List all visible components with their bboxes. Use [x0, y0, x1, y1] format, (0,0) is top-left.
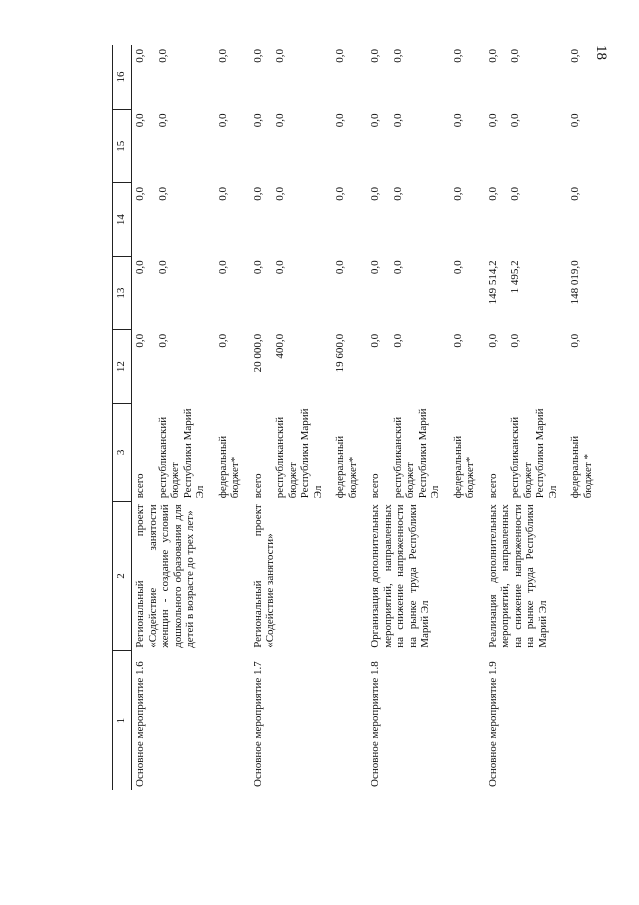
funding-source-cell: республиканский бюджет Республики Марий Эл [391, 408, 441, 499]
header-cell: 3 [113, 403, 132, 501]
event-description-cell: Реализация дополнительных мероприятий, направленных на снижение напряженности на рынке труда Республики Марий Эл [486, 504, 549, 648]
funding-source-cell: республиканский бюджет Республики Марий Эл [274, 408, 324, 499]
amount-cell-v13: 0,0 [369, 260, 381, 275]
amount-cell-v13: 0,0 [334, 260, 346, 275]
amount-cell-v15: 0,0 [451, 113, 464, 128]
funding-source-cell: всего [369, 473, 381, 499]
amount-cell-v14: 0,0 [334, 186, 346, 201]
funding-source-cell: всего [251, 473, 264, 499]
table-row [367, 45, 390, 790]
funding-source-cell: всего [486, 473, 499, 499]
amount-cell-v13: 0,0 [451, 260, 464, 275]
amount-cell-v12: 20 000,0 [251, 333, 264, 373]
amount-cell-v16: 0,0 [216, 49, 229, 63]
amount-cell-v16: 0,0 [156, 49, 169, 63]
amount-cell-v12: 0,0 [369, 333, 381, 348]
page-number: 18 [593, 45, 609, 60]
amount-cell-v16: 0,0 [569, 49, 581, 63]
amount-cell-v15: 0,0 [251, 113, 264, 128]
header-cell: 2 [113, 501, 132, 651]
amount-cell-v13: 1 495,2 [509, 260, 521, 294]
amount-cell-v16: 0,0 [334, 49, 346, 63]
header-cell: 15 [113, 109, 132, 182]
header-row [113, 45, 132, 790]
event-name-cell: Основное мероприятие 1.9 [486, 661, 499, 787]
amount-cell-v14: 0,0 [274, 186, 286, 201]
amount-cell-v16: 0,0 [134, 49, 146, 63]
amount-cell-v16: 0,0 [369, 49, 381, 63]
amount-cell-v14: 0,0 [451, 186, 464, 201]
amount-cell-v12: 0,0 [216, 333, 229, 348]
amount-cell-v14: 0,0 [509, 186, 521, 201]
amount-cell-v14: 0,0 [369, 186, 381, 201]
header-cell: 16 [113, 45, 132, 109]
header-cell: 12 [113, 330, 132, 403]
amount-cell-v13: 0,0 [156, 260, 169, 275]
amount-cell-v12: 0,0 [134, 333, 146, 348]
table-row [132, 45, 155, 790]
funding-source-cell: федеральный бюджет* [334, 435, 359, 499]
amount-cell-v13: 149 514,2 [486, 260, 499, 305]
event-description-cell: Организация дополнительных мероприятий, направленных на снижение напряженности на рынке труда Республики Марий Эл [369, 504, 431, 648]
amount-cell-v12: 0,0 [451, 333, 464, 348]
amount-cell-v15: 0,0 [369, 113, 381, 128]
amount-cell-v14: 0,0 [216, 186, 229, 201]
amount-cell-v13: 0,0 [251, 260, 264, 275]
amount-cell-v14: 0,0 [134, 186, 146, 201]
amount-cell-v12: 400,0 [274, 333, 286, 359]
amount-cell-v13: 148 019,0 [569, 260, 581, 305]
amount-cell-v15: 0,0 [509, 113, 521, 128]
amount-cell-v14: 0,0 [486, 186, 499, 201]
event-description-cell: Региональный проект «Содействие занятости женщин - создание условий дошкольного образования для детей в возрасте до трех лет» [134, 504, 196, 648]
amount-cell-v16: 0,0 [451, 49, 464, 63]
budget-table [112, 45, 602, 790]
funding-source-cell: всего [134, 473, 146, 499]
amount-cell-v15: 0,0 [486, 113, 499, 128]
amount-cell-v15: 0,0 [274, 113, 286, 128]
amount-cell-v13: 0,0 [134, 260, 146, 275]
amount-cell-v14: 0,0 [156, 186, 169, 201]
funding-source-cell: федеральный бюджет* [216, 435, 241, 499]
funding-source-cell: республиканский бюджет Республики Марий Эл [509, 408, 559, 499]
amount-cell-v15: 0,0 [134, 113, 146, 128]
table-row [250, 45, 273, 790]
amount-cell-v15: 0,0 [334, 113, 346, 128]
amount-cell-v15: 0,0 [391, 113, 404, 128]
amount-cell-v13: 0,0 [216, 260, 229, 275]
amount-cell-v12: 0,0 [509, 333, 521, 348]
funding-source-cell: республиканский бюджет Республики Марий Эл [156, 408, 206, 499]
amount-cell-v13: 0,0 [274, 260, 286, 275]
event-name-cell: Основное мероприятие 1.6 [134, 661, 146, 787]
amount-cell-v14: 0,0 [391, 186, 404, 201]
amount-cell-v16: 0,0 [391, 49, 404, 63]
header-cell: 1 [113, 651, 132, 790]
header-cell: 14 [113, 183, 132, 256]
amount-cell-v16: 0,0 [251, 49, 264, 63]
amount-cell-v16: 0,0 [486, 49, 499, 63]
amount-cell-v12: 0,0 [486, 333, 499, 348]
event-name-cell: Основное мероприятие 1.7 [251, 661, 264, 787]
amount-cell-v12: 0,0 [569, 333, 581, 348]
header-cell: 13 [113, 256, 132, 329]
amount-cell-v12: 0,0 [391, 333, 404, 348]
amount-cell-v13: 0,0 [391, 260, 404, 275]
amount-cell-v16: 0,0 [274, 49, 286, 63]
amount-cell-v15: 0,0 [156, 113, 169, 128]
amount-cell-v12: 19 600,0 [334, 333, 346, 373]
table-body [132, 45, 603, 790]
amount-cell-v15: 0,0 [216, 113, 229, 128]
rotated-table-container [112, 45, 639, 790]
amount-cell-v12: 0,0 [156, 333, 169, 348]
table-row [485, 45, 508, 790]
funding-source-cell: федеральный бюджет* [451, 435, 476, 499]
funding-source-cell: федеральный бюджет * [569, 435, 594, 499]
amount-cell-v14: 0,0 [251, 186, 264, 201]
event-description-cell: Региональный проект «Содействие занятости» [251, 504, 276, 648]
amount-cell-v16: 0,0 [509, 49, 521, 63]
amount-cell-v14: 0,0 [569, 186, 581, 201]
amount-cell-v15: 0,0 [569, 113, 581, 128]
event-name-cell: Основное мероприятие 1.8 [369, 661, 381, 787]
